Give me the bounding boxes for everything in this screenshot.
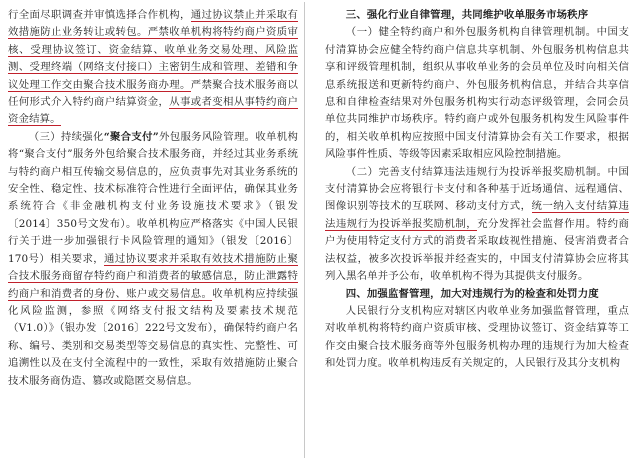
right-p3-text: 人民银行分支机构应对辖区内收单业务加强监督管理，重点对收单机构将特约商户资质审核、受理协议签订、资金结算等工作交由聚合技术服务商等外包服务机构办理的违规行为加大检查和处罚力度。收单机构违反有关规定的，人民银行及其分支机构 [325,304,629,370]
section-heading-3: 三、强化行业自律管理，共同维护收单服务市场秩序 [345,9,589,21]
right-paragraph-3 [325,303,629,373]
right-column [317,2,635,373]
right-p2-text: （二）完善支付结算违法违规行为投诉举报奖励机制。中国支付清算协会应将银行卡支付和各种基于近场通信、远程通信、图像识别等技术的互联网、移动支付方式， [325,165,629,213]
left-p1-text: 严禁聚合技术服务商以任何形式介入特约商户结算资金， [8,78,298,109]
left-p1-text: 行全面尽职调查并审慎选择合作机构， [8,9,191,21]
right-paragraph-1: （一）健全特约商户和外包服务机构自律管理机制。中国支付清算协会应健全特约商户信息共享机制、外包服务机构信息共享和评级管理机制，组织从事收单业务的会员单位及时向相关信息系统报送和更新特约商户、外包服务机构信息，并结合共享信息和自律检查结果对外包服务机构实行动态评级管理，会同会员单位共同维护市场秩序。特约商户或外包服务机构发生风险事件的，相关收单机构应按照中国支付清算协会有关工作要求，根据风险事件性质、等级等因素采取相应风险控制措施。 [325,26,629,161]
section-3-label: （三）持续强化 [28,130,104,143]
aggregate-payment-term: “聚合支付” [103,130,159,143]
left-p2-text: 收单机构应持续强化风险监测，参照《网络支付报文结构及要素技术规范（V1.0）》（银办发〔2016〕222号文发布），确保特约商户名称、编号、类别和交易类型等交易信息的真实性、完整性、可追溯性以及在支付全流程中的一致性，采取有效措施防止聚合技术服务商伪造、篡改或隐匿交易信息。 [8,287,298,387]
left-p2-underlined-text: 通过协议要求并采取有效技术措施防止聚合技术服务商留存特约商户和消费者的敏感信息，防止泄露特约商户和消费者的身份、账户或交易信息。 [8,252,298,300]
left-p1-underlined-text: 通过协议禁止并采取有效措施防止业务转让或转包。严禁收单机构将特约商户资质审核、受理协议签订、资金结算、收单业务交易处理、风险监测、受理终端（网络支付接口）主密钥生成和管理、差错和争议处理工作交由聚合技术服务商办理。 [8,9,298,91]
left-column [0,2,305,458]
right-p2-underlined-text: 统一纳入支付结算违法违规行为投诉举报奖励机制， [325,200,629,230]
left-p1-underlined-text: 从事或者变相从事特约商户资金结算。 [8,96,298,126]
left-p2-text: 外包服务风险管理。收单机构将“聚合支付”服务外包给聚合技术服务商，并经过其业务系统与特约商户相互传输交易信息的，应负责事先对其业务系统的安全性、稳定性、技术标准符合性进行全面评估，确保其业务系统符合《非金融机构支付业务设施技术要求》（银发〔2014〕350号文发布）。收单机构应严格落实《中国人民银行关于进一步加强银行卡风险管理的通知》（银发〔2016〕170号）相关要求， [8,130,298,265]
right-paragraph-2 [325,164,629,286]
left-paragraph-2 [8,129,298,390]
left-paragraph-1 [8,7,298,129]
section-heading-4: 四、加强监督管理，加大对违规行为的检查和处罚力度 [345,287,599,300]
right-p2-text: 充分发挥社会监督作用。特约商户为使用特定支付方式的消费者采取歧视性措施、侵害消费者合法权益，被多次投诉举报并经查实的，中国支付清算协会应将其列入黑名单并予公布，收单机构不得为其提供支付服务。 [325,217,629,283]
